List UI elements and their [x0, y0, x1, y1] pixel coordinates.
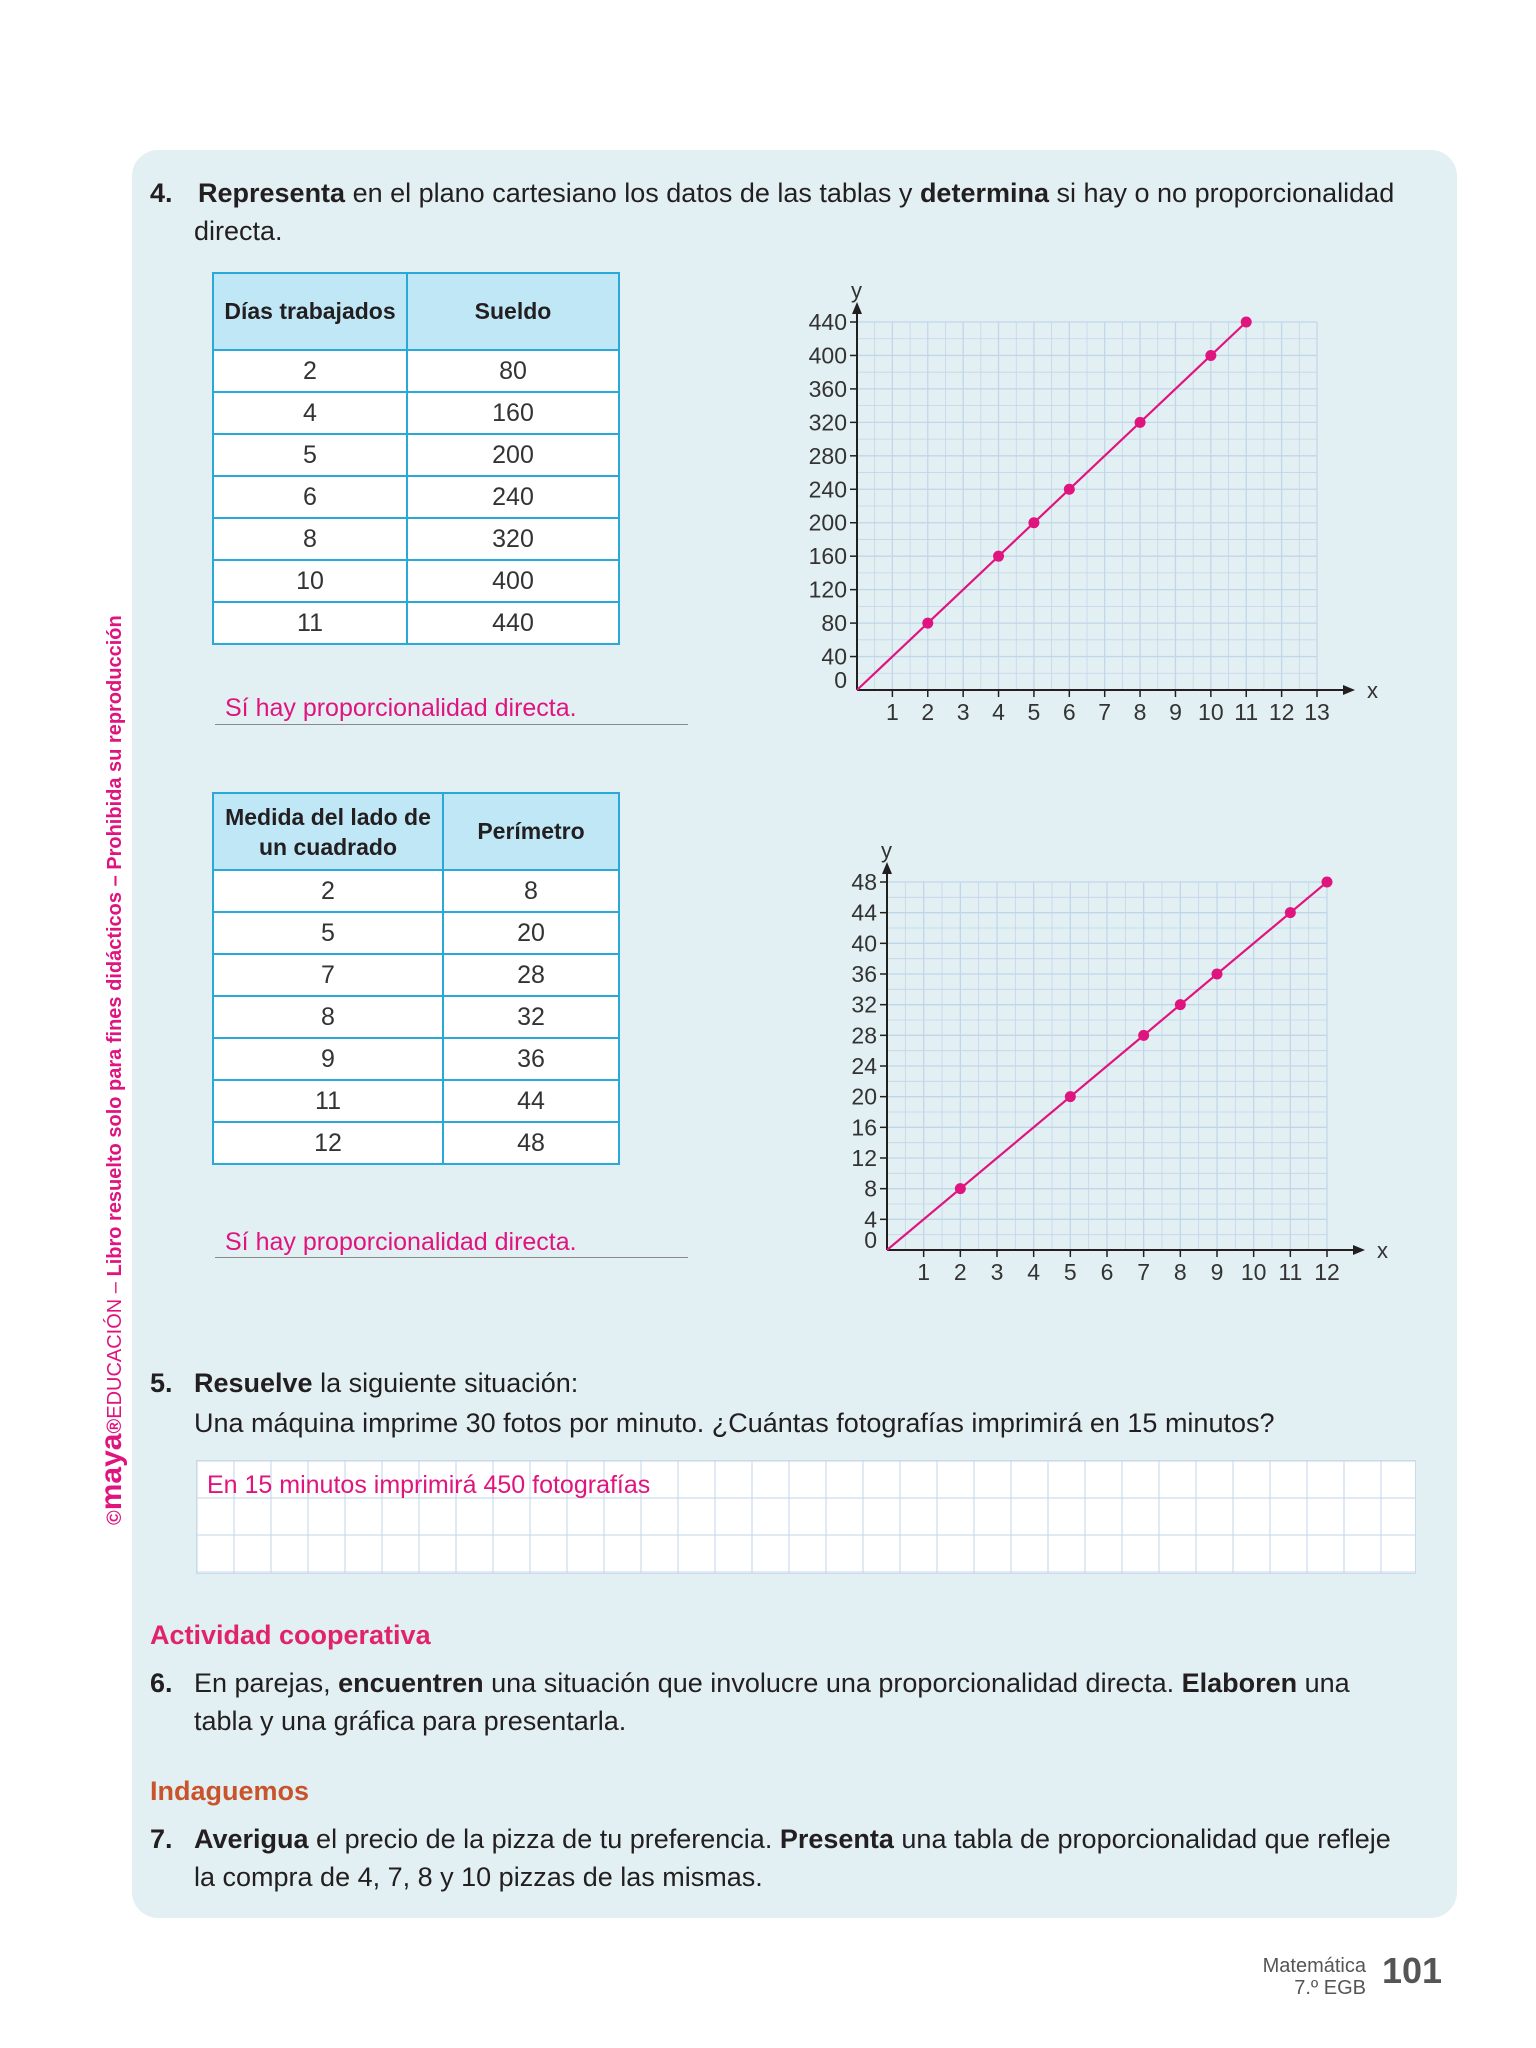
- y-tick-label: 44: [851, 899, 877, 926]
- section-title-coop: Actividad cooperativa: [150, 1620, 431, 1650]
- table-cell: 32: [443, 996, 619, 1038]
- data-point: [1322, 877, 1333, 888]
- data-point: [955, 1183, 966, 1194]
- y-tick-label: 8: [864, 1175, 877, 1202]
- section-title-inquiry: Indaguemos: [150, 1776, 310, 1806]
- table-cell: 11: [213, 602, 407, 644]
- y-tick-label: 440: [808, 309, 847, 335]
- x-tick-label: 10: [1240, 1259, 1267, 1285]
- table-cell: 440: [407, 602, 619, 644]
- verb-present: Presenta: [779, 1824, 894, 1854]
- y-tick-label: 40: [851, 930, 877, 957]
- y-tick-label: 240: [808, 476, 847, 503]
- table-row: [213, 560, 619, 602]
- answer-text-2: Sí hay proporcionalidad directa.: [225, 1228, 577, 1256]
- x-axis-arrow: [1343, 685, 1355, 695]
- y-tick-label: 4: [864, 1206, 877, 1233]
- table-row: [213, 1038, 619, 1080]
- q6-text: una situación que involucre una proporcionalidad directa.: [483, 1668, 1182, 1698]
- y-tick-label: 28: [851, 1022, 877, 1049]
- y-axis-arrow: [882, 862, 892, 874]
- y-tick-label: 24: [851, 1053, 877, 1079]
- brand-logo: maya: [95, 1433, 128, 1511]
- x-tick-label: 11: [1278, 1259, 1303, 1285]
- table-cell: 36: [443, 1038, 619, 1080]
- x-tick-label: 4: [1027, 1259, 1041, 1285]
- y-axis-label: y: [851, 278, 862, 303]
- table-cell: 8: [213, 518, 407, 560]
- y-tick-label: 32: [851, 991, 877, 1018]
- table-cell: 320: [407, 518, 619, 560]
- table-wages: [212, 272, 620, 645]
- verb-find: encuentren: [338, 1668, 484, 1698]
- data-point: [1135, 417, 1146, 428]
- table-cell: 48: [443, 1122, 619, 1164]
- question-5: [150, 1364, 1450, 1444]
- y-tick-label: 0: [834, 667, 847, 693]
- y-tick-label: 16: [851, 1114, 877, 1141]
- x-axis-arrow: [1353, 1245, 1365, 1255]
- verb-elaborate: Elaboren: [1181, 1668, 1298, 1698]
- question-number: 7.: [150, 1824, 173, 1854]
- table-cell: 7: [213, 954, 443, 996]
- y-tick-label: 80: [821, 610, 847, 637]
- table-cell: 5: [213, 434, 407, 476]
- y-axis-arrow: [852, 302, 862, 314]
- sidebar-text-a: EDUCACIÓN –: [104, 1276, 126, 1419]
- y-tick-label: 200: [808, 509, 847, 536]
- table-cell: 240: [407, 476, 619, 518]
- data-point: [922, 618, 933, 629]
- table-cell: 11: [213, 1080, 443, 1122]
- x-axis-label: x: [1377, 1238, 1388, 1263]
- answer-text-q5: En 15 minutos imprimirá 450 fotografías: [207, 1471, 651, 1499]
- x-tick-label: 9: [1210, 1259, 1224, 1285]
- y-tick-label: 20: [851, 1083, 877, 1110]
- verb-solve: Resuelve: [194, 1368, 313, 1398]
- x-tick-label: 1: [885, 699, 899, 725]
- y-tick-label: 320: [808, 409, 847, 436]
- q4-text-3: directa.: [194, 216, 283, 246]
- chart-perimeter: [820, 760, 1400, 1300]
- table-cell: 160: [407, 392, 619, 434]
- q7-text: una tabla de proporcionalidad que refleje: [893, 1824, 1391, 1854]
- data-point: [1028, 517, 1039, 528]
- y-tick-label: 12: [851, 1145, 877, 1171]
- y-tick-label: 360: [808, 375, 847, 402]
- y-tick-label: 160: [808, 543, 847, 570]
- column-header: Perímetro: [443, 793, 619, 870]
- q6-text: una: [1297, 1668, 1350, 1698]
- chart-wages: [780, 236, 1400, 736]
- table-row: [213, 392, 619, 434]
- problem-text: Una máquina imprime 30 fotos por minuto. ¿Cuántas fotografías imprimirá en 15 minutos?: [194, 1408, 1275, 1438]
- y-axis-label: y: [881, 838, 892, 863]
- x-tick-label: 2: [921, 699, 935, 725]
- y-tick-label: 0: [864, 1227, 877, 1253]
- data-point: [1065, 1091, 1076, 1102]
- y-tick-label: 36: [851, 961, 877, 987]
- answer-grid[interactable]: [196, 1460, 1416, 1574]
- table-row: [213, 434, 619, 476]
- data-point: [1241, 317, 1252, 328]
- x-tick-label: 6: [1100, 1259, 1114, 1285]
- x-tick-label: 13: [1304, 699, 1330, 725]
- column-header: Medida del lado de un cuadrado: [213, 793, 443, 870]
- sidebar-text-b: Libro resuelto solo para fines didácticos – Prohibida su reproducción: [104, 615, 126, 1277]
- table-cell: 80: [407, 350, 619, 392]
- data-point: [993, 551, 1004, 562]
- y-tick-label: 40: [821, 643, 847, 670]
- registered-mark: ®: [104, 1418, 126, 1434]
- verb-represent: Representa: [198, 178, 346, 208]
- table-cell: 8: [213, 996, 443, 1038]
- grade-label: 7.º EGB: [1294, 1977, 1366, 1999]
- table-cell: 10: [213, 560, 407, 602]
- q7-text-2: la compra de 4, 7, 8 y 10 pizzas de las mismas.: [194, 1862, 763, 1892]
- column-header: Sueldo: [407, 273, 619, 350]
- table-cell: 400: [407, 560, 619, 602]
- table-row: [213, 1122, 619, 1164]
- q5-text: la siguiente situación:: [312, 1368, 579, 1398]
- copyright-sidebar: [95, 555, 129, 1525]
- x-tick-label: 11: [1234, 699, 1259, 725]
- x-tick-label: 12: [1314, 1259, 1340, 1285]
- q6-text: En parejas,: [194, 1668, 339, 1698]
- x-tick-label: 8: [1133, 699, 1147, 725]
- data-point: [1175, 999, 1186, 1010]
- table-cell: 44: [443, 1080, 619, 1122]
- table-cell: 5: [213, 912, 443, 954]
- table-row: [213, 476, 619, 518]
- y-tick-label: 280: [808, 442, 847, 469]
- page-number: 101: [1382, 1950, 1443, 1991]
- data-point: [1138, 1030, 1149, 1041]
- copyright-symbol: ©: [104, 1510, 126, 1525]
- x-tick-label: 8: [1173, 1259, 1187, 1285]
- q4-text: en el plano cartesiano los datos de las tablas y: [345, 178, 920, 208]
- x-tick-label: 3: [990, 1259, 1004, 1285]
- x-tick-label: 5: [1027, 699, 1041, 725]
- x-tick-label: 7: [1137, 1259, 1151, 1285]
- question-number: 4.: [150, 178, 173, 208]
- table-row: [213, 602, 619, 644]
- table-cell: 20: [443, 912, 619, 954]
- q6-text-2: tabla y una gráfica para presentarla.: [194, 1706, 627, 1736]
- answer-line: [215, 724, 688, 725]
- verb-determine: determina: [919, 178, 1049, 208]
- y-tick-label: 120: [808, 576, 847, 603]
- answer-line: [215, 1257, 688, 1258]
- column-header: Días trabajados: [213, 273, 407, 350]
- table-row: [213, 350, 619, 392]
- x-tick-label: 7: [1098, 699, 1112, 725]
- table-row: [213, 1080, 619, 1122]
- table-cell: 9: [213, 1038, 443, 1080]
- data-point: [1205, 350, 1216, 361]
- x-tick-label: 12: [1268, 699, 1295, 725]
- table-row: [213, 870, 619, 912]
- table-row: [213, 954, 619, 996]
- data-point: [1212, 969, 1223, 980]
- y-tick-label: 48: [851, 869, 877, 895]
- x-tick-label: 2: [953, 1259, 967, 1285]
- x-tick-label: 9: [1169, 699, 1182, 725]
- data-point: [1285, 907, 1296, 918]
- x-axis-label: x: [1367, 678, 1378, 703]
- answer-text-1: Sí hay proporcionalidad directa.: [225, 694, 577, 722]
- x-tick-label: 4: [992, 699, 1005, 725]
- table-perimeter: [212, 792, 620, 1165]
- question-number: 5.: [150, 1368, 173, 1398]
- q7-text: el precio de la pizza de tu preferencia.: [308, 1824, 780, 1854]
- table-cell: 6: [213, 476, 407, 518]
- table-cell: 8: [443, 870, 619, 912]
- table-row: [213, 996, 619, 1038]
- subject-name: Matemática: [1262, 1955, 1366, 1977]
- table-cell: 28: [443, 954, 619, 996]
- x-tick-label: 10: [1198, 699, 1224, 725]
- x-tick-label: 5: [1063, 1259, 1077, 1285]
- footer-subject: [1263, 1955, 1366, 1999]
- verb-find-out: Averigua: [194, 1824, 309, 1854]
- table-cell: 2: [213, 870, 443, 912]
- table-row: [213, 518, 619, 560]
- data-point: [1064, 484, 1075, 495]
- table-cell: 200: [407, 434, 619, 476]
- x-tick-label: 3: [956, 699, 970, 725]
- x-tick-label: 1: [917, 1259, 931, 1285]
- y-tick-label: 400: [808, 342, 847, 369]
- question-number: 6.: [150, 1668, 173, 1698]
- table-cell: 4: [213, 392, 407, 434]
- q4-text-2: si hay o no proporcionalidad: [1048, 178, 1395, 208]
- table-cell: 12: [213, 1122, 443, 1164]
- x-tick-label: 6: [1062, 699, 1076, 725]
- table-cell: 2: [213, 350, 407, 392]
- table-row: [213, 912, 619, 954]
